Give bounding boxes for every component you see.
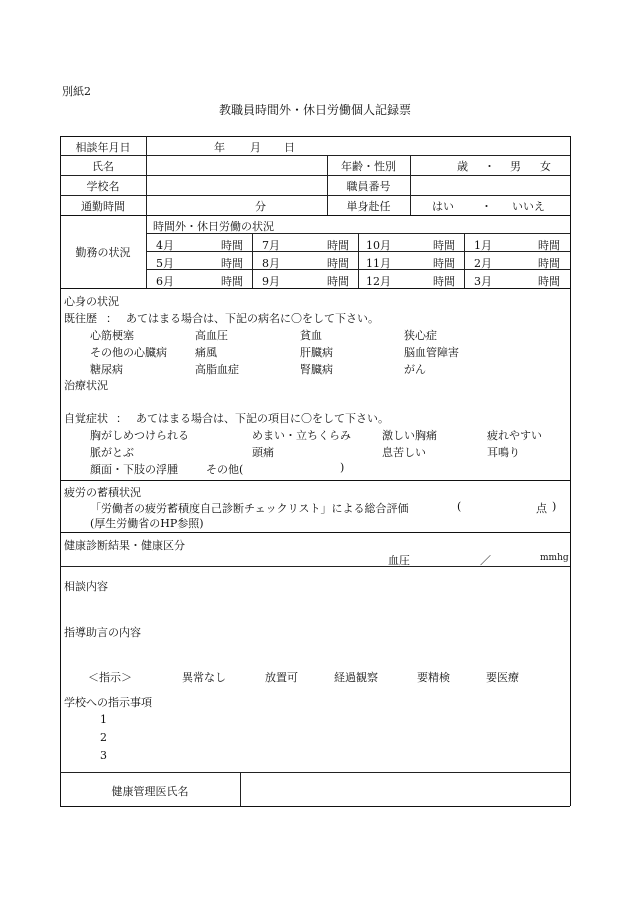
score-paren-close: ) — [552, 500, 557, 513]
month-cell: 2月 — [474, 257, 492, 270]
advice-content-label: 指導助言の内容 — [64, 626, 141, 639]
disease-item: 糖尿病 — [90, 363, 123, 376]
instruction-number: 1 — [100, 713, 107, 726]
hours-unit: 時間 — [221, 239, 243, 252]
symptoms-colon: ： — [116, 412, 127, 425]
staff-number-label: 職員番号 — [346, 180, 391, 193]
history-note: あてはまる場合は、下記の病名に〇をして下さい。 — [126, 312, 379, 325]
symptom-item: 疲れやすい — [487, 429, 542, 442]
history-label: 既往歴 — [64, 312, 97, 325]
month-cell: 5月 — [156, 257, 174, 270]
month-cell: 7月 — [262, 239, 280, 252]
name-label: 氏名 — [92, 160, 114, 173]
yes-option: はい — [432, 200, 454, 213]
work-status-label: 勤務の状況 — [75, 246, 131, 259]
month-cell: 4月 — [156, 239, 174, 252]
symptoms-note: あてはまる場合は、下記の項目に〇をして下さい。 — [136, 412, 389, 425]
symptoms-label: 自覚症状 — [64, 412, 108, 425]
fatigue-checklist-text: 「労働者の疲労蓄積度自己診断チェックリスト」による総合評価 — [90, 502, 409, 515]
hours-unit: 時間 — [327, 257, 349, 270]
form-border-right — [570, 136, 571, 806]
instruction-number: 3 — [100, 749, 107, 762]
symptom-item: めまい・立ちくらみ — [252, 429, 351, 442]
consult-content-label: 相談内容 — [64, 580, 108, 593]
disease-item: 心筋梗塞 — [90, 329, 134, 342]
instruction-label: ＜指示＞ — [88, 671, 132, 684]
bp-unit: mmhg — [540, 553, 569, 563]
school-instructions-label: 学校への指示事項 — [64, 696, 152, 709]
bp-slash: ／ — [480, 554, 491, 567]
fatigue-title: 疲労の蓄積状況 — [64, 486, 141, 499]
disease-item: 肝臓病 — [300, 346, 333, 359]
single-assignment-label: 単身赴任 — [346, 200, 391, 213]
disease-item: 狭心症 — [404, 329, 437, 342]
hours-unit: 時間 — [327, 239, 349, 252]
hours-unit: 時間 — [221, 257, 243, 270]
age-sex-label: 年齢・性別 — [341, 160, 396, 173]
day-label: 日 — [284, 141, 295, 154]
commute-label: 通勤時間 — [81, 200, 125, 213]
symptom-item: 息苦しい — [382, 446, 426, 459]
year-label: 年 — [214, 141, 225, 154]
checkup-title: 健康診断結果・健康区分 — [64, 539, 185, 552]
month-cell: 3月 — [474, 275, 492, 288]
hours-unit: 時間 — [433, 239, 455, 252]
disease-item: がん — [404, 363, 426, 376]
hours-unit: 時間 — [433, 257, 455, 270]
hours-unit: 時間 — [538, 257, 560, 270]
attachment-label: 別紙2 — [62, 85, 91, 98]
form-title: 教職員時間外・休日労働個人記録票 — [218, 103, 411, 117]
separator-dot: ・ — [484, 160, 495, 173]
school-label: 学校名 — [86, 180, 120, 193]
option-no-abnormality: 異常なし — [182, 671, 226, 684]
option-detailed-exam: 要精検 — [417, 671, 450, 684]
blood-pressure-label: 血圧 — [388, 554, 410, 567]
month-cell: 1月 — [474, 239, 492, 252]
month-cell: 8月 — [262, 257, 280, 270]
form-border-left — [60, 136, 61, 806]
symptom-other-close: ) — [340, 461, 345, 474]
symptom-item: 脈がとぶ — [90, 446, 134, 459]
option-medical-care: 要医療 — [486, 671, 519, 684]
disease-item: 腎臓病 — [300, 363, 333, 376]
female-option: 女 — [540, 160, 551, 173]
treatment-label: 治療状況 — [64, 379, 108, 392]
form-border-bottom — [60, 806, 570, 807]
history-colon: ： — [106, 312, 117, 325]
disease-item: 貧血 — [300, 329, 322, 342]
symptom-item: 頭痛 — [252, 446, 274, 459]
overtime-subtitle: 時間外・休日労働の状況 — [153, 220, 274, 233]
hours-unit: 時間 — [538, 239, 560, 252]
symptom-item: 胸がしめつけられる — [90, 429, 189, 442]
consult-date-label: 相談年月日 — [75, 141, 131, 154]
option-observation: 経過観察 — [334, 671, 378, 684]
age-unit: 歳 — [457, 160, 468, 173]
instruction-number: 2 — [100, 731, 107, 744]
minutes-unit: 分 — [255, 200, 266, 213]
symptom-item: 耳鳴り — [487, 446, 520, 459]
month-cell: 11月 — [366, 257, 391, 270]
disease-item: 脳血管障害 — [404, 346, 459, 359]
month-cell: 9月 — [262, 275, 280, 288]
disease-item: 高脂血症 — [195, 363, 239, 376]
disease-item: その他の心臓病 — [90, 346, 167, 359]
hours-unit: 時間 — [433, 275, 455, 288]
month-cell: 6月 — [156, 275, 174, 288]
health-title: 心身の状況 — [64, 295, 119, 308]
disease-item: 高血圧 — [195, 329, 228, 342]
no-option: いいえ — [512, 200, 545, 213]
separator-dot: ・ — [481, 200, 492, 213]
symptom-other: その他( — [206, 463, 244, 476]
form-border-top — [60, 136, 570, 137]
symptom-item: 顔面・下肢の浮腫 — [90, 463, 178, 476]
male-option: 男 — [510, 160, 521, 173]
hours-unit: 時間 — [221, 275, 243, 288]
hours-unit: 時間 — [538, 275, 560, 288]
disease-item: 痛風 — [195, 346, 217, 359]
option-leave: 放置可 — [265, 671, 298, 684]
symptom-item: 激しい胸痛 — [382, 429, 437, 442]
points-unit: 点 — [536, 502, 547, 515]
month-cell: 12月 — [366, 275, 391, 288]
score-paren-open: ( — [457, 500, 462, 513]
month-label: 月 — [250, 141, 261, 154]
fatigue-reference: (厚生労働省のHP参照) — [90, 517, 204, 530]
month-cell: 10月 — [366, 239, 391, 252]
doctor-name-label: 健康管理医氏名 — [111, 785, 189, 798]
hours-unit: 時間 — [327, 275, 349, 288]
